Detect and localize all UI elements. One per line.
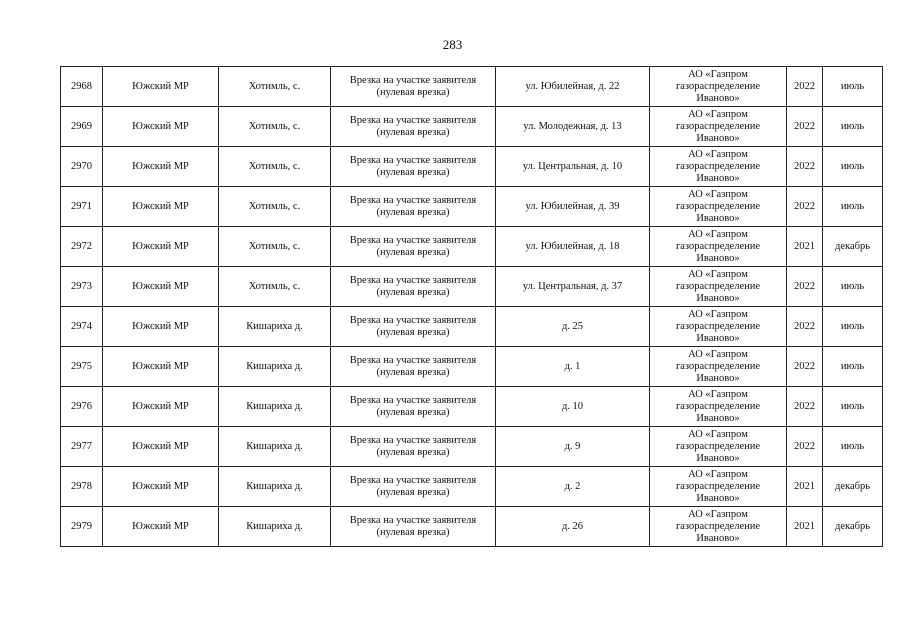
cell-work-type-line: (нулевая врезка) xyxy=(376,526,450,538)
cell-organization xyxy=(650,267,787,307)
cell-district: Южский МР xyxy=(103,507,219,547)
cell-address: д. 26 xyxy=(496,507,650,547)
cell-organization xyxy=(650,307,787,347)
cell-work-type-line: (нулевая врезка) xyxy=(376,166,450,178)
cell-number: 2978 xyxy=(61,467,103,507)
table-row xyxy=(61,147,883,187)
cell-organization xyxy=(650,467,787,507)
cell-organization xyxy=(650,147,787,187)
cell-district: Южский МР xyxy=(103,427,219,467)
cell-organization-line: АО «Газпром xyxy=(688,308,748,320)
cell-number: 2975 xyxy=(61,347,103,387)
cell-organization-line: Иваново» xyxy=(696,252,740,264)
cell-work-type xyxy=(331,147,496,187)
page-number: 283 xyxy=(442,37,463,52)
cell-organization-line: АО «Газпром xyxy=(688,388,748,400)
cell-organization-line: АО «Газпром xyxy=(688,68,748,80)
cell-month: декабрь xyxy=(823,507,883,547)
cell-work-type-line: Врезка на участке заявителя xyxy=(349,514,477,526)
cell-work-type xyxy=(331,387,496,427)
cell-organization-line: Иваново» xyxy=(696,212,740,224)
cell-work-type-line: (нулевая врезка) xyxy=(376,126,450,138)
cell-month: декабрь xyxy=(823,467,883,507)
cell-organization xyxy=(650,107,787,147)
cell-organization-line: Иваново» xyxy=(696,492,740,504)
cell-month: июль xyxy=(823,427,883,467)
cell-work-type-line: Врезка на участке заявителя xyxy=(349,194,477,206)
cell-month: июль xyxy=(823,107,883,147)
cell-month: июль xyxy=(823,387,883,427)
cell-work-type xyxy=(331,307,496,347)
cell-work-type xyxy=(331,67,496,107)
cell-address: д. 2 xyxy=(496,467,650,507)
cell-organization-line: газораспределение xyxy=(675,200,761,212)
cell-work-type-line: Врезка на участке заявителя xyxy=(349,74,477,86)
cell-settlement: Кишариха д. xyxy=(219,427,331,467)
cell-organization-line: газораспределение xyxy=(675,520,761,532)
cell-organization-line: газораспределение xyxy=(675,120,761,132)
cell-organization-line: АО «Газпром xyxy=(688,228,748,240)
cell-address: ул. Центральная, д. 37 xyxy=(496,267,650,307)
cell-settlement: Хотимль, с. xyxy=(219,227,331,267)
cell-month: июль xyxy=(823,147,883,187)
cell-work-type-line: (нулевая врезка) xyxy=(376,486,450,498)
cell-number: 2972 xyxy=(61,227,103,267)
cell-number: 2970 xyxy=(61,147,103,187)
cell-work-type-line: (нулевая врезка) xyxy=(376,86,450,98)
cell-work-type-line: (нулевая врезка) xyxy=(376,206,450,218)
cell-organization-line: АО «Газпром xyxy=(688,108,748,120)
cell-organization-line: газораспределение xyxy=(675,440,761,452)
cell-work-type xyxy=(331,107,496,147)
cell-settlement: Кишариха д. xyxy=(219,307,331,347)
cell-work-type-line: (нулевая врезка) xyxy=(376,326,450,338)
table-row xyxy=(61,427,883,467)
cell-address: ул. Юбилейная, д. 18 xyxy=(496,227,650,267)
cell-settlement: Хотимль, с. xyxy=(219,187,331,227)
table-row xyxy=(61,267,883,307)
cell-month: июль xyxy=(823,347,883,387)
cell-district: Южский МР xyxy=(103,307,219,347)
cell-year: 2021 xyxy=(787,507,823,547)
cell-district: Южский МР xyxy=(103,387,219,427)
gasification-table xyxy=(60,66,883,547)
cell-work-type-line: Врезка на участке заявителя xyxy=(349,354,477,366)
cell-year: 2022 xyxy=(787,427,823,467)
cell-work-type-line: Врезка на участке заявителя xyxy=(349,274,477,286)
cell-organization-line: газораспределение xyxy=(675,240,761,252)
cell-address: ул. Юбилейная, д. 22 xyxy=(496,67,650,107)
cell-month: июль xyxy=(823,187,883,227)
cell-organization-line: АО «Газпром xyxy=(688,348,748,360)
cell-district: Южский МР xyxy=(103,187,219,227)
cell-organization xyxy=(650,227,787,267)
cell-organization-line: газораспределение xyxy=(675,400,761,412)
cell-district: Южский МР xyxy=(103,227,219,267)
cell-organization-line: АО «Газпром xyxy=(688,508,748,520)
cell-district: Южский МР xyxy=(103,147,219,187)
cell-organization xyxy=(650,507,787,547)
cell-organization-line: Иваново» xyxy=(696,532,740,544)
cell-work-type-line: (нулевая врезка) xyxy=(376,446,450,458)
cell-year: 2022 xyxy=(787,187,823,227)
cell-month: июль xyxy=(823,67,883,107)
cell-settlement: Кишариха д. xyxy=(219,387,331,427)
cell-work-type xyxy=(331,187,496,227)
cell-work-type-line: Врезка на участке заявителя xyxy=(349,474,477,486)
table-row xyxy=(61,67,883,107)
cell-work-type-line: Врезка на участке заявителя xyxy=(349,434,477,446)
cell-year: 2021 xyxy=(787,227,823,267)
cell-month: декабрь xyxy=(823,227,883,267)
cell-organization-line: АО «Газпром xyxy=(688,268,748,280)
cell-organization xyxy=(650,387,787,427)
cell-year: 2022 xyxy=(787,67,823,107)
cell-number: 2977 xyxy=(61,427,103,467)
cell-work-type-line: Врезка на участке заявителя xyxy=(349,314,477,326)
cell-district: Южский МР xyxy=(103,67,219,107)
cell-organization xyxy=(650,427,787,467)
cell-organization-line: АО «Газпром xyxy=(688,468,748,480)
cell-organization-line: газораспределение xyxy=(675,480,761,492)
cell-organization-line: газораспределение xyxy=(675,80,761,92)
cell-work-type xyxy=(331,467,496,507)
cell-organization-line: газораспределение xyxy=(675,320,761,332)
cell-number: 2976 xyxy=(61,387,103,427)
table-row xyxy=(61,187,883,227)
cell-organization-line: АО «Газпром xyxy=(688,428,748,440)
cell-organization-line: Иваново» xyxy=(696,372,740,384)
cell-organization xyxy=(650,347,787,387)
cell-month: июль xyxy=(823,267,883,307)
cell-work-type-line: Врезка на участке заявителя xyxy=(349,154,477,166)
cell-address: ул. Молодежная, д. 13 xyxy=(496,107,650,147)
cell-organization-line: газораспределение xyxy=(675,160,761,172)
cell-district: Южский МР xyxy=(103,267,219,307)
cell-work-type-line: Врезка на участке заявителя xyxy=(349,114,477,126)
cell-address: д. 9 xyxy=(496,427,650,467)
cell-work-type-line: (нулевая врезка) xyxy=(376,246,450,258)
cell-organization-line: газораспределение xyxy=(675,360,761,372)
cell-year: 2022 xyxy=(787,107,823,147)
cell-address: ул. Центральная, д. 10 xyxy=(496,147,650,187)
cell-year: 2021 xyxy=(787,467,823,507)
cell-organization-line: АО «Газпром xyxy=(688,188,748,200)
cell-settlement: Хотимль, с. xyxy=(219,107,331,147)
cell-organization-line: Иваново» xyxy=(696,92,740,104)
cell-work-type xyxy=(331,347,496,387)
cell-organization xyxy=(650,67,787,107)
cell-address: ул. Юбилейная, д. 39 xyxy=(496,187,650,227)
cell-year: 2022 xyxy=(787,347,823,387)
cell-district: Южский МР xyxy=(103,107,219,147)
cell-organization-line: Иваново» xyxy=(696,412,740,424)
cell-work-type xyxy=(331,507,496,547)
cell-organization-line: АО «Газпром xyxy=(688,148,748,160)
cell-work-type-line: (нулевая врезка) xyxy=(376,406,450,418)
cell-year: 2022 xyxy=(787,307,823,347)
cell-work-type-line: (нулевая врезка) xyxy=(376,286,450,298)
table-row xyxy=(61,467,883,507)
cell-number: 2969 xyxy=(61,107,103,147)
cell-number: 2974 xyxy=(61,307,103,347)
table-row xyxy=(61,347,883,387)
cell-number: 2968 xyxy=(61,67,103,107)
cell-organization-line: Иваново» xyxy=(696,172,740,184)
cell-district: Южский МР xyxy=(103,467,219,507)
cell-organization-line: Иваново» xyxy=(696,332,740,344)
cell-work-type xyxy=(331,227,496,267)
cell-settlement: Хотимль, с. xyxy=(219,267,331,307)
cell-settlement: Кишариха д. xyxy=(219,507,331,547)
cell-address: д. 10 xyxy=(496,387,650,427)
cell-number: 2973 xyxy=(61,267,103,307)
table-body xyxy=(61,67,883,547)
cell-work-type-line: Врезка на участке заявителя xyxy=(349,234,477,246)
cell-work-type-line: Врезка на участке заявителя xyxy=(349,394,477,406)
cell-organization-line: Иваново» xyxy=(696,132,740,144)
cell-organization-line: Иваново» xyxy=(696,452,740,464)
table-row xyxy=(61,507,883,547)
cell-organization-line: Иваново» xyxy=(696,292,740,304)
cell-address: д. 1 xyxy=(496,347,650,387)
cell-settlement: Кишариха д. xyxy=(219,347,331,387)
cell-year: 2022 xyxy=(787,267,823,307)
cell-number: 2971 xyxy=(61,187,103,227)
cell-settlement: Хотимль, с. xyxy=(219,147,331,187)
cell-work-type-line: (нулевая врезка) xyxy=(376,366,450,378)
cell-month: июль xyxy=(823,307,883,347)
cell-work-type xyxy=(331,427,496,467)
table-row xyxy=(61,227,883,267)
cell-district: Южский МР xyxy=(103,347,219,387)
cell-settlement: Хотимль, с. xyxy=(219,67,331,107)
cell-work-type xyxy=(331,267,496,307)
cell-settlement: Кишариха д. xyxy=(219,467,331,507)
table-row xyxy=(61,387,883,427)
cell-organization xyxy=(650,187,787,227)
cell-number: 2979 xyxy=(61,507,103,547)
cell-address: д. 25 xyxy=(496,307,650,347)
cell-organization-line: газораспределение xyxy=(675,280,761,292)
cell-year: 2022 xyxy=(787,387,823,427)
cell-year: 2022 xyxy=(787,147,823,187)
table-row xyxy=(61,107,883,147)
table-row xyxy=(61,307,883,347)
